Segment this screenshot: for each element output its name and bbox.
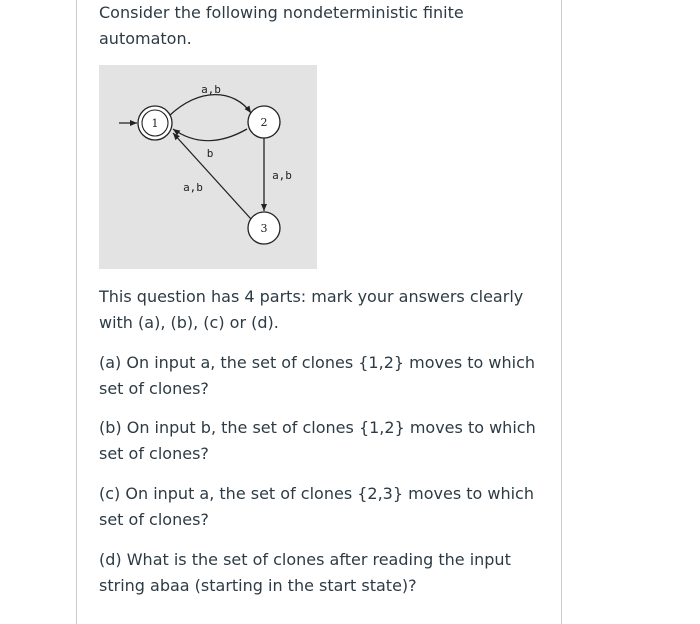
label-1-to-2: a,b xyxy=(201,83,221,96)
transition-2-to-1 xyxy=(173,129,247,141)
nfa-diagram xyxy=(99,65,317,269)
parts-note: This question has 4 parts: mark your answers clearly with (a), (b), (c) or (d). xyxy=(99,287,524,332)
state-3 xyxy=(248,212,280,244)
question-intro: Consider the following nondeterministic finite automaton. xyxy=(99,3,464,48)
transition-3-to-1 xyxy=(173,133,251,219)
label-3-to-1: a,b xyxy=(183,181,203,194)
state-2-label: 2 xyxy=(260,116,268,129)
part-c: (c) On input a, the set of clones {2,3} moves to which set of clones? xyxy=(99,484,534,529)
part-b: (b) On input b, the set of clones {1,2} moves to which set of clones? xyxy=(99,418,536,463)
state-2 xyxy=(248,106,280,138)
part-d: (d) What is the set of clones after reading the input string abaa (starting in the start state)? xyxy=(99,550,511,595)
label-2-to-1: b xyxy=(206,147,214,160)
state-1-label: 1 xyxy=(151,117,159,130)
part-a: (a) On input a, the set of clones {1,2} moves to which set of clones? xyxy=(99,353,535,398)
label-2-to-3: a,b xyxy=(272,169,292,182)
transition-1-to-2 xyxy=(169,95,251,116)
state-1 xyxy=(138,106,172,140)
state-3-label: 3 xyxy=(260,222,268,235)
